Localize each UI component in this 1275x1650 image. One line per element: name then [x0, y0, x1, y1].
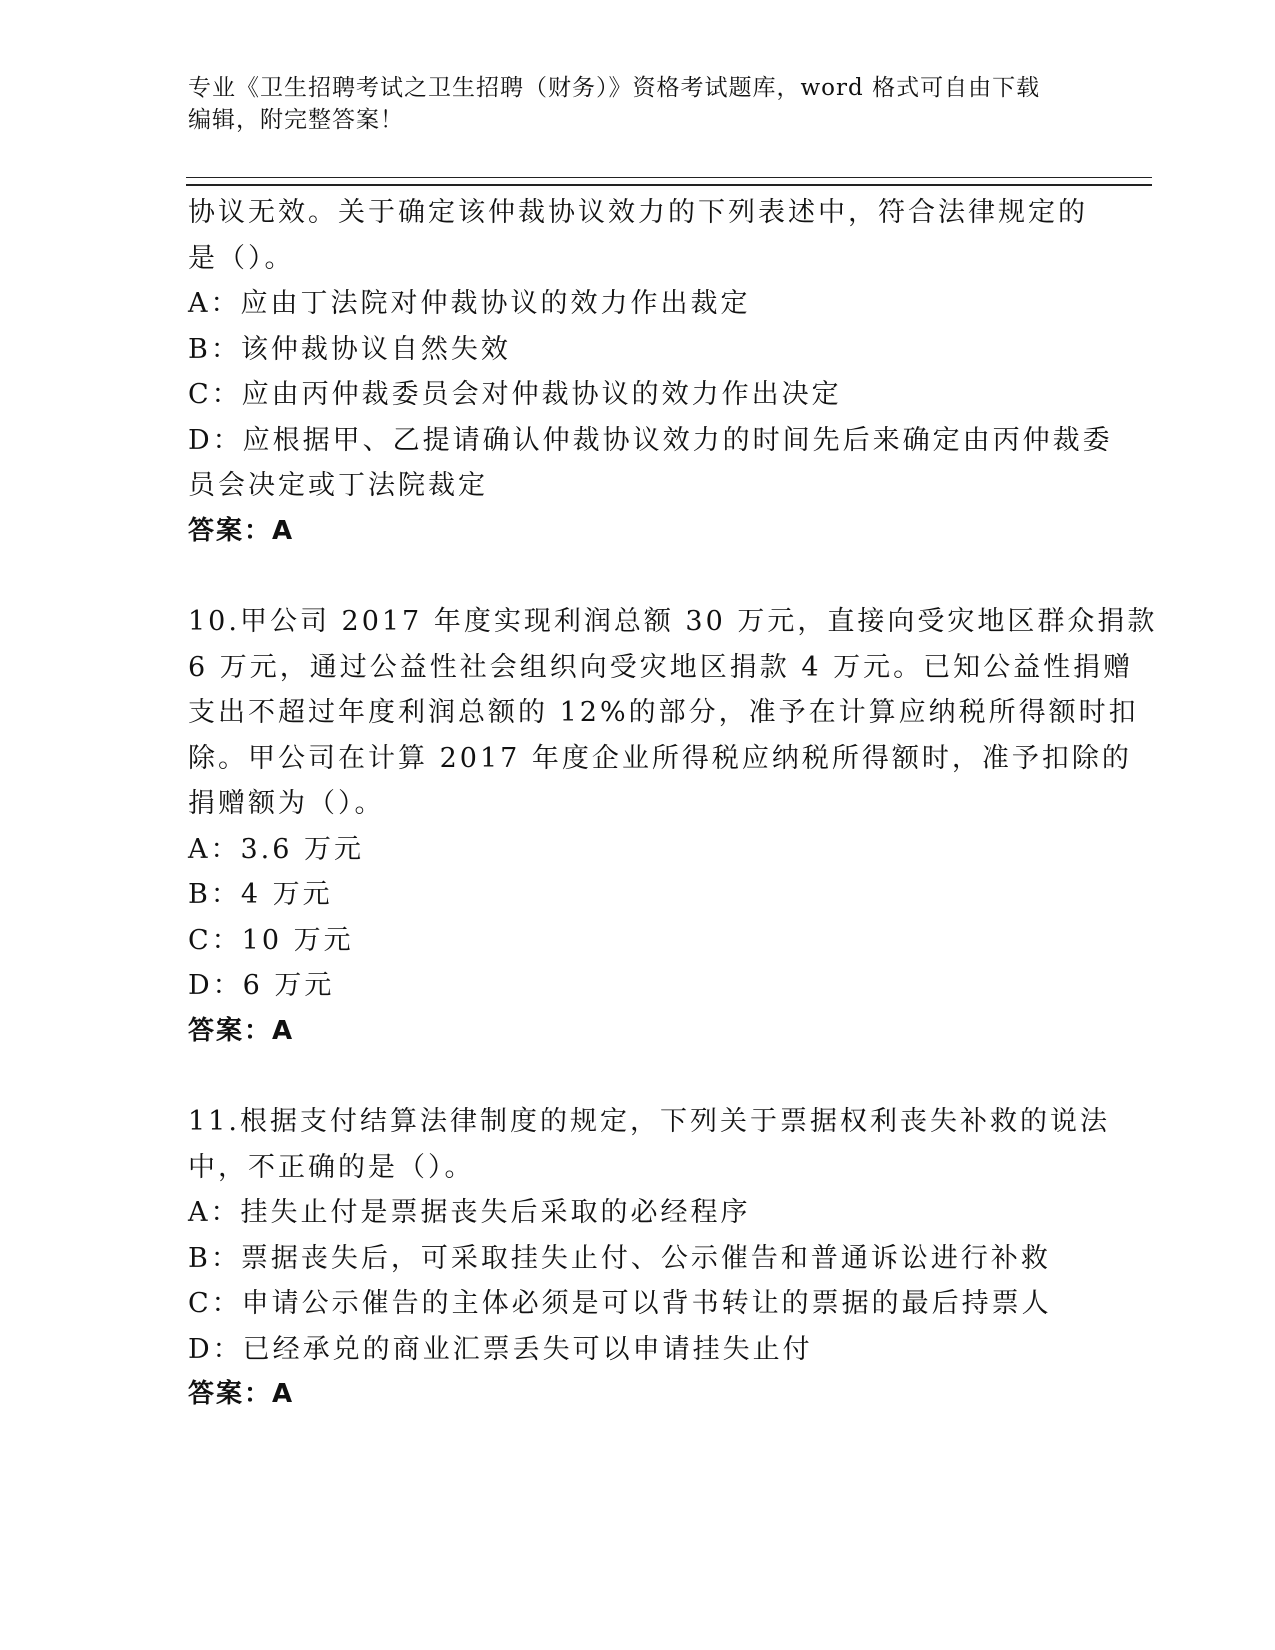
option-b: B：票据丧失后，可采取挂失止付、公示催告和普通诉讼进行补救: [188, 1242, 1051, 1274]
header-line-1: 专业《卫生招聘考试之卫生招聘（财务）》资格考试题库，word 格式可自由下载: [188, 75, 1041, 101]
option-d: D：已经承兑的商业汇票丢失可以申请挂失止付: [188, 1333, 813, 1365]
answer-label: 答案：A: [188, 1379, 295, 1409]
page-header: [188, 72, 1068, 136]
question-stem-line: 中，不正确的是（）。: [188, 1151, 475, 1183]
option-d: D：6 万元: [188, 970, 335, 1001]
question-stem-line: 6 万元，通过公益性社会组织向受灾地区捐款 4 万元。已知公益性捐赠: [188, 651, 1134, 683]
question-stem-line: 协议无效。关于确定该仲裁协议效力的下列表述中，符合法律规定的: [188, 197, 1088, 228]
question-10: [188, 599, 1158, 1054]
question-stem-line: 11.根据支付结算法律制度的规定，下列关于票据权利丧失补救的说法: [188, 1106, 1110, 1137]
answer-label: 答案：A: [188, 515, 295, 546]
question-stem-line: 是（）。: [188, 242, 295, 274]
option-a: A：3.6 万元: [188, 833, 365, 865]
option-a: A：挂失止付是票据丧失后采取的必经程序: [188, 1197, 751, 1228]
question-stem-line: 10.甲公司 2017 年度实现利润总额 30 万元，直接向受灾地区群众捐款: [188, 606, 1158, 637]
header-line-2: 编辑，附完整答案！: [188, 107, 404, 133]
option-c: C：10 万元: [188, 924, 354, 956]
option-b: B：4 万元: [188, 879, 333, 910]
answer-label: 答案：A: [188, 1015, 295, 1046]
option-a: A：应由丁法院对仲裁协议的效力作出裁定: [188, 288, 751, 319]
question-9: [188, 190, 1113, 554]
question-stem-line: 捐赠额为（）。: [188, 788, 385, 819]
question-11: [188, 1099, 1110, 1418]
option-b: B：该仲裁协议自然失效: [188, 333, 511, 365]
option-d-continued: 员会决定或丁法院裁定: [188, 470, 488, 501]
option-c: C：申请公示催告的主体必须是可以背书转让的票据的最后持票人: [188, 1288, 1052, 1319]
question-spacer: [188, 554, 1088, 599]
question-stem-line: 支出不超过年度利润总额的 12%的部分，准予在计算应纳税所得额时扣: [188, 697, 1139, 728]
option-c: C：应由丙仲裁委员会对仲裁协议的效力作出决定: [188, 379, 842, 410]
question-stem-line: 除。甲公司在计算 2017 年度企业所得税应纳税所得额时，准予扣除的: [188, 742, 1132, 774]
option-d: D：应根据甲、乙提请确认仲裁协议效力的时间先后来确定由丙仲裁委: [188, 424, 1113, 456]
question-list: [188, 190, 1158, 1418]
header-divider: [186, 177, 1152, 186]
question-spacer: [188, 1054, 1088, 1099]
